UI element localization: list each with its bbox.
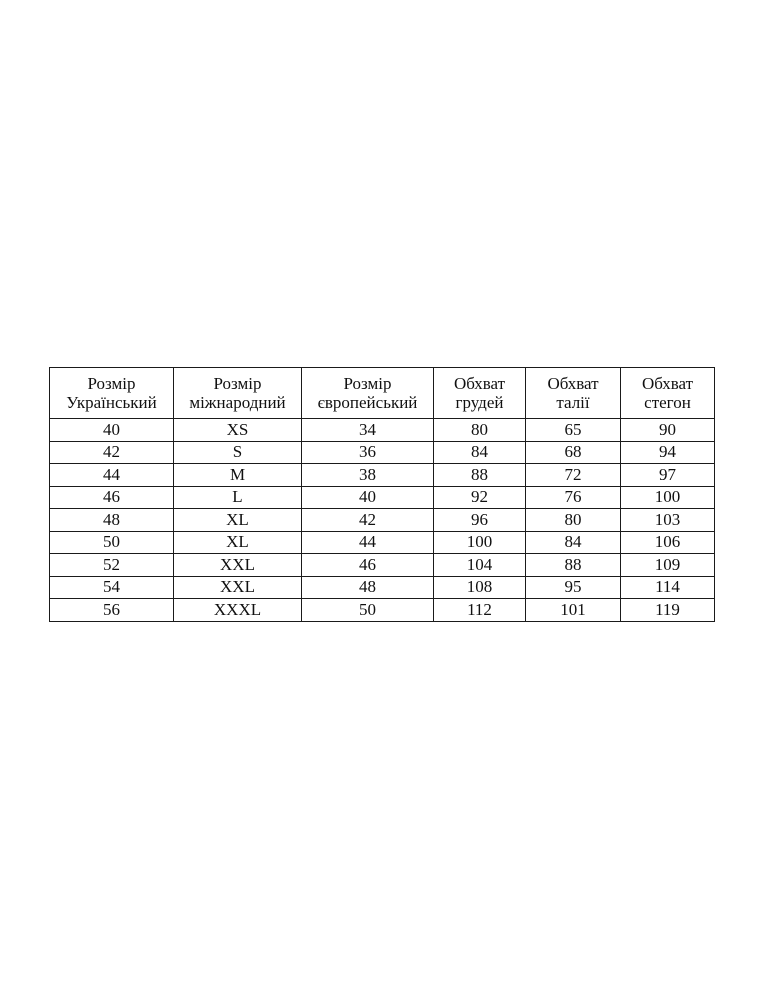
table-cell: 104 [434, 554, 526, 577]
table-cell: 94 [621, 441, 715, 464]
table-cell: XS [174, 419, 302, 442]
table-cell: 100 [434, 531, 526, 554]
header-line: Розмір [343, 374, 392, 393]
table-cell: 38 [302, 464, 434, 487]
table-cell: 100 [621, 486, 715, 509]
header-waist [526, 368, 621, 419]
header-line: міжнародний [189, 393, 286, 412]
size-chart-table [49, 367, 715, 622]
table-cell: 34 [302, 419, 434, 442]
table-cell: XXL [174, 576, 302, 599]
table-cell: 103 [621, 509, 715, 532]
table-cell: 44 [50, 464, 174, 487]
table-cell: 108 [434, 576, 526, 599]
table-cell: 54 [50, 576, 174, 599]
table-row [50, 531, 715, 554]
table-cell: 52 [50, 554, 174, 577]
table-cell: 56 [50, 599, 174, 622]
table-cell: L [174, 486, 302, 509]
header-line: Розмір [87, 374, 136, 393]
header-line: грудей [455, 393, 504, 412]
header-line: Український [66, 393, 157, 412]
table-cell: 101 [526, 599, 621, 622]
table-header-row [50, 368, 715, 419]
header-line: Обхват [641, 374, 694, 393]
table-row [50, 419, 715, 442]
table-cell: 96 [434, 509, 526, 532]
table-cell: 46 [50, 486, 174, 509]
table-row [50, 554, 715, 577]
table-cell: 50 [302, 599, 434, 622]
table-cell: 92 [434, 486, 526, 509]
table-cell: 97 [621, 464, 715, 487]
header-international-size [174, 368, 302, 419]
table-cell: 88 [526, 554, 621, 577]
table-cell: 76 [526, 486, 621, 509]
table-cell: 50 [50, 531, 174, 554]
table-cell: 48 [302, 576, 434, 599]
table-row [50, 599, 715, 622]
header-line: талії [556, 393, 590, 412]
table-cell: 36 [302, 441, 434, 464]
header-ukrainian-size [50, 368, 174, 419]
table-cell: 48 [50, 509, 174, 532]
table-cell: 109 [621, 554, 715, 577]
table-row [50, 441, 715, 464]
table-cell: 46 [302, 554, 434, 577]
table-cell: 88 [434, 464, 526, 487]
header-line: європейський [317, 393, 418, 412]
table-cell: 84 [526, 531, 621, 554]
table-cell: 65 [526, 419, 621, 442]
table-cell: 95 [526, 576, 621, 599]
table-cell: 44 [302, 531, 434, 554]
table-cell: 80 [526, 509, 621, 532]
table-cell: 84 [434, 441, 526, 464]
table-cell: 40 [302, 486, 434, 509]
header-line: Розмір [213, 374, 262, 393]
header-line: стегон [644, 393, 691, 412]
header-line: Обхват [547, 374, 599, 393]
table-cell: 114 [621, 576, 715, 599]
table-row [50, 486, 715, 509]
header-line: Обхват [453, 374, 506, 393]
table-row [50, 576, 715, 599]
table-row [50, 509, 715, 532]
table-cell: 72 [526, 464, 621, 487]
table-cell: 40 [50, 419, 174, 442]
table-cell: XL [174, 531, 302, 554]
table-cell: 90 [621, 419, 715, 442]
header-european-size [302, 368, 434, 419]
table-cell: 42 [50, 441, 174, 464]
header-chest [434, 368, 526, 419]
table-cell: 42 [302, 509, 434, 532]
table-cell: 68 [526, 441, 621, 464]
table-body [50, 419, 715, 622]
table-cell: 80 [434, 419, 526, 442]
header-hips [621, 368, 715, 419]
table-cell: S [174, 441, 302, 464]
table-cell: 106 [621, 531, 715, 554]
table-cell: M [174, 464, 302, 487]
table-cell: 112 [434, 599, 526, 622]
table-cell: XL [174, 509, 302, 532]
table-cell: XXL [174, 554, 302, 577]
table-cell: 119 [621, 599, 715, 622]
table-cell: XXXL [174, 599, 302, 622]
table-row [50, 464, 715, 487]
